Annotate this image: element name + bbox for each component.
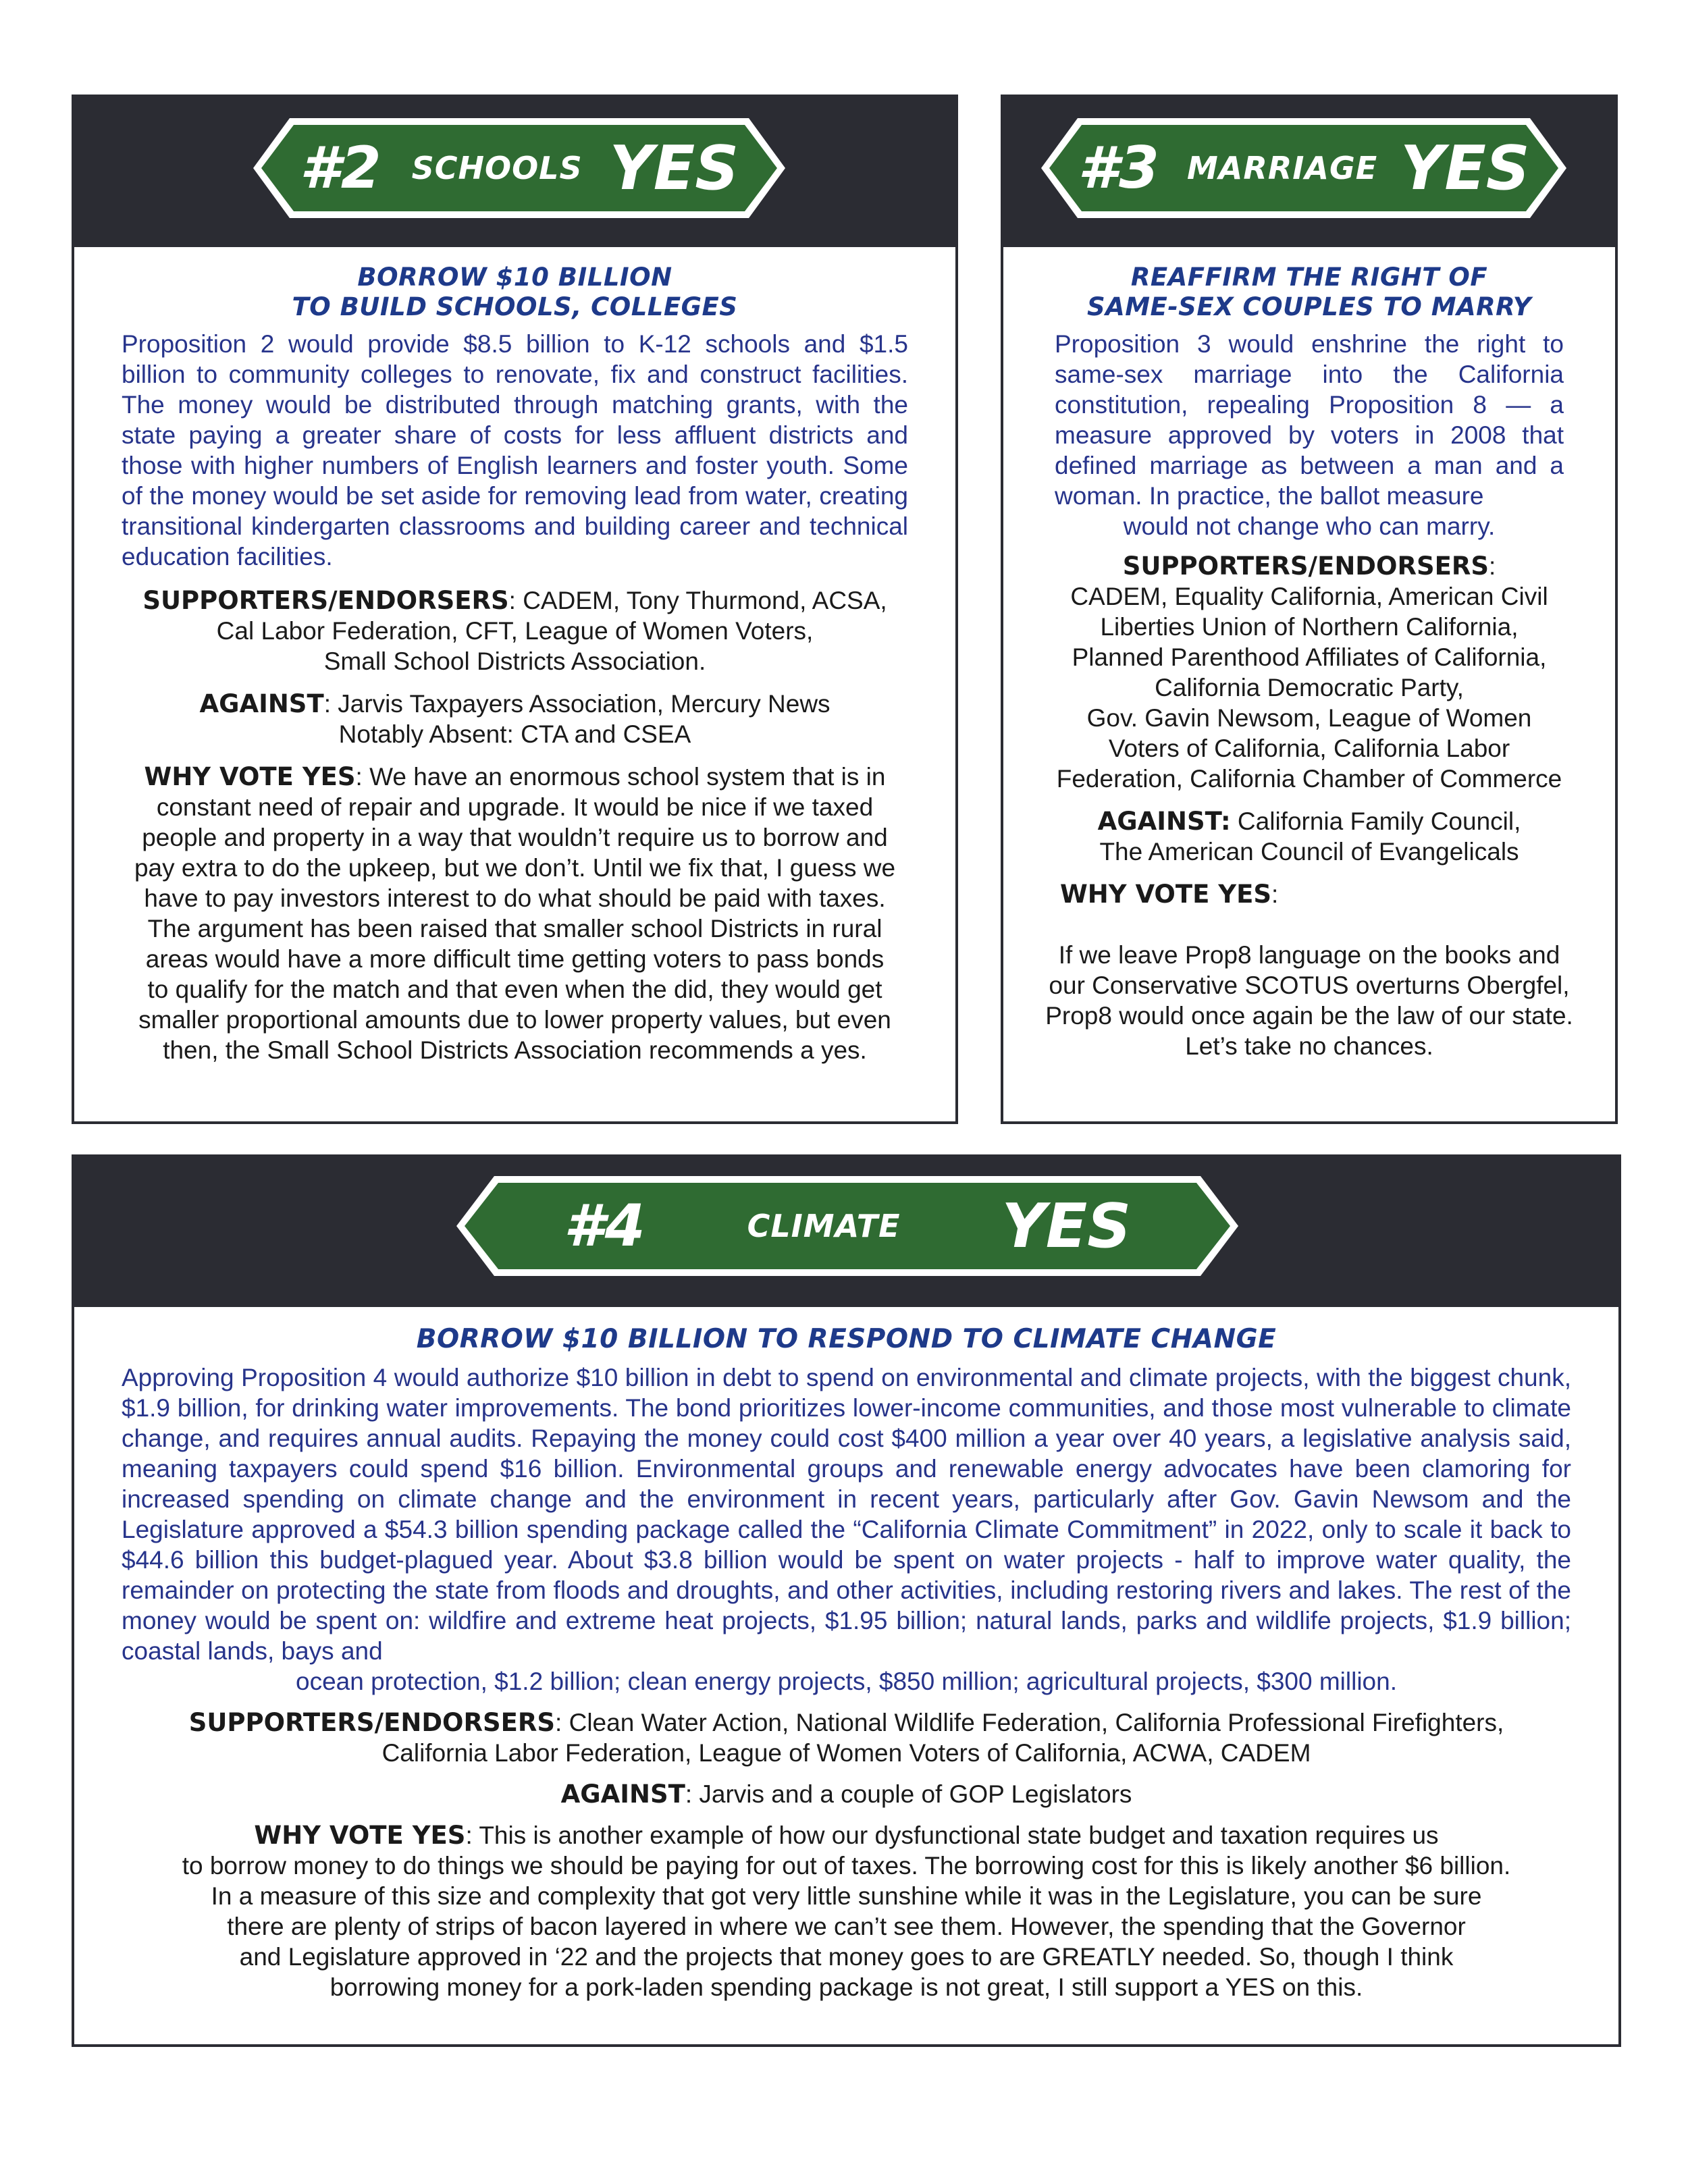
prop3-sign bbox=[1037, 114, 1571, 222]
prop4-body bbox=[74, 1325, 1618, 2002]
prop3-description: Proposition 3 would enshrine the right to same-sex marriage into the California constitution, repealing Proposition 8 — a measure approved by voters in 2008 that defined marriage as between a man and a woman. In practice, the ballot measure bbox=[1055, 330, 1564, 510]
prop3-card bbox=[1001, 95, 1618, 1124]
prop3-against: AGAINST: California Family Council, The American Council of Evangelicals bbox=[1097, 807, 1521, 865]
prop3-supporters: SUPPORTERS/ENDORSERS: CADEM, Equality California, American Civil Liberties Union of Northern California, Planned Parenthood Affiliates of California, California Democratic Party, Gov. Gavin Newsom, League of Women Voters of California, California Labor Federation, California Chamber of Commerce bbox=[1056, 552, 1562, 793]
prop3-verdict: YES bbox=[1400, 132, 1530, 204]
prop4-supporters-label: SUPPORTERS/ENDORSERS bbox=[188, 1708, 556, 1737]
prop2-headline: BORROW $10 BILLION TO BUILD SCHOOLS, COLLEGES bbox=[292, 263, 738, 321]
prop2-why-label: WHY VOTE YES bbox=[144, 762, 356, 791]
prop3-headline: REAFFIRM THE RIGHT OF SAME-SEX COUPLES TO MARRY bbox=[1086, 263, 1532, 321]
prop4-why: WHY VOTE YES: This is another example of how our dysfunctional state budget and taxation requires us to borrow money to do things we should be paying for out of taxes. The borrowing cost for this is likely another $6 billion. In a measure of this size and complexity that got very little sunshine while it was in the Legislature, you can be sure there are plenty of strips of bacon layered in where we can’t see them. However, the spending that the Governor and Legislature approved in ‘22 and the projects that money goes to are GREATLY needed. So, though I think borrowing money for a pork-laden spending package is not great, I still support a YES on this. bbox=[182, 1821, 1511, 2001]
prop3-against-label: AGAINST: bbox=[1097, 807, 1231, 836]
prop2-description: Proposition 2 would provide $8.5 billion to K-12 schools and $1.5 billion to community colleges to renovate, fix and construct facilities. The money would be distributed through matching grants, with the state paying a greater share of costs for less affluent districts and those with higher numbers of English learners and foster youth. Some of the money would be set aside for removing lead from water, creating transitional kindergarten classrooms and building career and technical education facilities. bbox=[122, 330, 908, 570]
prop4-number: #4 bbox=[563, 1192, 646, 1260]
prop2-topic: SCHOOLS bbox=[411, 150, 583, 186]
prop2-supporters-label: SUPPORTERS/ENDORSERS bbox=[142, 586, 509, 615]
prop4-supporters: SUPPORTERS/ENDORSERS: Clean Water Action, National Wildlife Federation, California Professional Firefighters, California Labor Federation, League of Women Voters of California, ACWA, CADEM bbox=[188, 1708, 1504, 1767]
prop2-against-label: AGAINST bbox=[199, 689, 324, 718]
prop2-verdict: YES bbox=[609, 132, 739, 204]
prop3-topic: MARRIAGE bbox=[1187, 150, 1378, 186]
prop3-number: #3 bbox=[1078, 134, 1161, 202]
prop4-verdict: YES bbox=[1001, 1190, 1132, 1262]
prop3-description-last: would not change who can marry. bbox=[1123, 512, 1496, 540]
prop3-body bbox=[1003, 263, 1615, 1061]
prop4-headline: BORROW $10 BILLION TO RESPOND TO CLIMATE CHANGE bbox=[416, 1324, 1277, 1354]
prop3-why-heading: WHY VOTE YES: bbox=[1060, 880, 1279, 909]
prop4-card bbox=[72, 1154, 1621, 2047]
prop4-description-last: ocean protection, $1.2 billion; clean energy projects, $850 million; agricultural projects, $300 million. bbox=[296, 1668, 1397, 1695]
prop4-sign bbox=[452, 1172, 1242, 1280]
prop3-why-label: WHY VOTE YES bbox=[1060, 880, 1272, 909]
prop4-topic: CLIMATE bbox=[747, 1208, 901, 1244]
prop2-card bbox=[72, 95, 958, 1124]
prop3-why: If we leave Prop8 language on the books and our Conservative SCOTUS overturns Obergfel, Prop8 would once again be the law of our state. Let’s take no chances. bbox=[1045, 941, 1573, 1060]
prop2-against: AGAINST: Jarvis Taxpayers Association, Mercury News Notably Absent: CTA and CSEA bbox=[199, 689, 830, 748]
prop2-why: WHY VOTE YES: We have an enormous school system that is in constant need of repair and upgrade. It would be nice if we taxed people and property in a way that wouldn’t require us to borrow and pay extra to do the upkeep, but we don’t. Until we fix that, I guess we have to pay investors interest to do what should be paid with taxes. The argument has been raised that smaller school Districts in rural areas would have a more difficult time getting voters to pass bonds to qualify for the match and that even when the did, they would get smaller proportional amounts due to lower property values, but even then, the Small School Districts Association recommends a yes. bbox=[134, 762, 896, 1064]
prop2-supporters: SUPPORTERS/ENDORSERS: CADEM, Tony Thurmond, ACSA, Cal Labor Federation, CFT, League of Women Voters, Small School Districts Association. bbox=[142, 586, 887, 675]
prop4-against-label: AGAINST bbox=[560, 1780, 685, 1809]
prop4-why-label: WHY VOTE YES bbox=[254, 1821, 466, 1850]
prop4-description: Approving Proposition 4 would authorize $10 billion in debt to spend on environmental and climate projects, with the biggest chunk, $1.9 billion, for drinking water improvements. The bond prioritizes lower-income communities, and those most vulnerable to climate change, and requires annual audits. Repaying the money could cost $400 million a year over 40 years, a legislative analysis said, meaning taxpayers could spend $16 billion. Environmental groups and renewable energy advocates have been clamoring for increased spending on climate change and the environment in recent years, particularly after Gov. Gavin Newsom and the Legislature approved a $54.3 billion spending package called the “California Climate Commitment” in 2022, only to scale it back to $44.6 billion this budget-plagued year. About $3.8 billion would be spent on water projects - half to improve water quality, the remainder on protecting the state from floods and droughts, and other activities, including restoring rivers and lakes. The rest of the money would be spent on: wildfire and extreme heat projects, $1.95 billion; natural lands, parks and wildlife projects, $1.9 billion; coastal lands, bays and bbox=[122, 1364, 1571, 1665]
prop4-against: AGAINST: Jarvis and a couple of GOP Legislators bbox=[560, 1780, 1132, 1809]
prop2-sign bbox=[249, 114, 789, 222]
prop3-supporters-label: SUPPORTERS/ENDORSERS bbox=[1122, 552, 1489, 581]
prop2-body bbox=[74, 263, 955, 1065]
prop2-number: #2 bbox=[299, 134, 382, 202]
